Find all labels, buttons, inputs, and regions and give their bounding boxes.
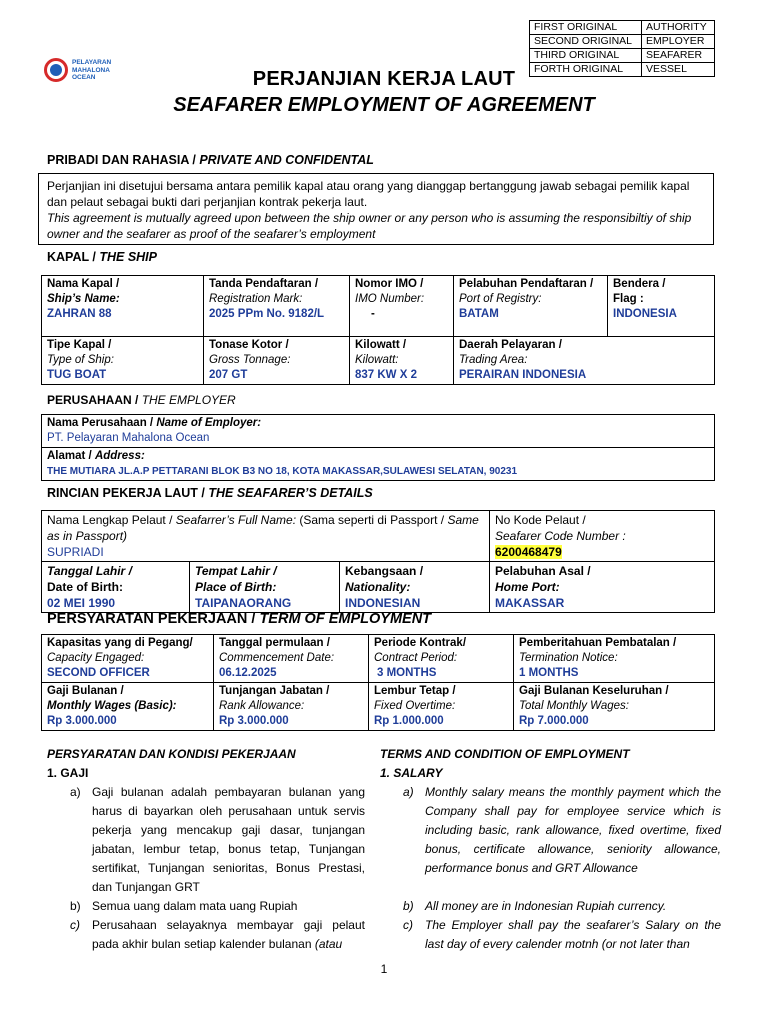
logo-line: MAHALONA — [72, 66, 110, 74]
cell-label: Place of Birth: — [195, 580, 277, 594]
heading-id: RINCIAN PEKERJA LAUT / — [47, 486, 205, 500]
cell-label: Gross Tonnage: — [209, 354, 291, 366]
birth-place-cell — [190, 562, 340, 613]
title-english: SEAFARER EMPLOYMENT OF AGREEMENT — [173, 94, 595, 116]
list-text-tail: (atau — [314, 937, 343, 951]
terms-heading — [47, 611, 431, 627]
intro-box — [38, 173, 714, 245]
ship-name-cell — [42, 276, 204, 337]
intro-text-en: This agreement is mutually agreed upon between the ship owner or any person who is assuming the responsibiltiy of ship owner and the seafarer as proof of the seafarer’s employment — [47, 211, 692, 241]
employer-address-cell — [42, 448, 715, 481]
cell-label: Bendera / — [613, 278, 666, 290]
cell-value: TUG BOAT — [47, 369, 107, 381]
seafarer-table — [41, 510, 715, 613]
seafarer-code-value: 6200468479 — [495, 545, 562, 559]
ship-table — [41, 275, 715, 385]
cell-label: Capacity Engaged: — [47, 652, 145, 664]
cell-value: BATAM — [459, 308, 499, 320]
cell-label: Kilowatt: — [355, 354, 399, 366]
employer-table — [41, 414, 715, 481]
list-item — [380, 783, 721, 878]
conditions-heading-id: PERSYARATAN DAN KONDISI PEKERJAAN — [47, 747, 296, 761]
commencement-cell — [214, 635, 369, 683]
cell-label: Flag : — [613, 293, 644, 305]
kilowatt-cell — [350, 337, 454, 385]
logo-line: OCEAN — [72, 74, 96, 81]
cell-label: Lembur Tetap / — [374, 685, 456, 697]
list-marker: a) — [403, 785, 414, 799]
cell-label: Contract Period: — [374, 652, 458, 664]
conditions-english-column — [380, 745, 721, 954]
cell-value: PT. Pelayaran Mahalona Ocean — [47, 432, 210, 444]
contract-period-cell — [369, 635, 514, 683]
copy-holder: SEAFARER — [642, 49, 715, 63]
registration-cell — [204, 276, 350, 337]
heading-en: THE SHIP — [99, 250, 157, 264]
cell-label: Pelabuhan Asal / — [495, 564, 591, 578]
cell-label: Nama Perusahaan / — [47, 417, 154, 429]
table-row — [42, 511, 715, 562]
cell-label: Termination Notice: — [519, 652, 618, 664]
cell-label: Address: — [94, 450, 145, 462]
table-row — [42, 683, 715, 731]
cell-value: MAKASSAR — [495, 596, 565, 610]
heading-en: PRIVATE AND CONFIDENTAL — [199, 153, 374, 167]
list-text: Perusahaan selayaknya membayar gaji pelaut pada akhir bulan setiap kalender bulanan — [92, 918, 365, 951]
terms-table — [41, 634, 715, 731]
cell-label: Seafarrer’s Full Name: — [175, 513, 297, 527]
seafarer-name-cell — [42, 511, 490, 562]
cell-value: - — [371, 308, 375, 320]
distribution-row — [530, 21, 715, 35]
seafarer-heading — [47, 486, 373, 500]
cell-label: No Kode Pelaut / — [495, 513, 586, 527]
cell-label: Tonase Kotor / — [209, 339, 289, 351]
cell-label: Daerah Pelayaran / — [459, 339, 562, 351]
cell-label: / — [440, 513, 445, 527]
cell-value: THE MUTIARA JL.A.P PETTARANI BLOK B3 NO 18, KOTA MAKASSAR,SULAWESI SELATAN, 90231 — [47, 466, 518, 477]
cell-value: Rp 3.000.000 — [47, 715, 117, 727]
employer-heading — [47, 393, 236, 407]
conditions-heading-en: TERMS AND CONDITION OF EMPLOYMENT — [380, 747, 630, 761]
cell-value: Rp 3.000.000 — [219, 715, 289, 727]
table-row — [42, 562, 715, 613]
cell-label: Pemberitahuan Pembatalan / — [519, 637, 677, 649]
table-row — [42, 276, 715, 337]
gross-tonnage-cell — [204, 337, 350, 385]
heading-id: PERUSAHAAN / — [47, 393, 139, 407]
table-row — [42, 635, 715, 683]
cell-label: Total Monthly Wages: — [519, 700, 629, 712]
cell-label: Tanggal Lahir / — [47, 564, 132, 578]
cell-label: Nomor IMO / — [355, 278, 424, 290]
cell-value: 02 MEI 1990 — [47, 596, 116, 610]
cell-label: Kapasitas yang di Pegang/ — [47, 637, 193, 649]
list-text: All money are in Indonesian Rupiah currency. — [425, 899, 667, 913]
list-item — [380, 897, 721, 916]
heading-en: THE SEAFARER’S DETAILS — [208, 486, 373, 500]
list-item — [47, 783, 365, 897]
distribution-row — [530, 35, 715, 49]
capacity-cell — [42, 635, 214, 683]
cell-value: 3 MONTHS — [377, 667, 437, 679]
cell-label: Home Port: — [495, 580, 560, 594]
cell-label: Nationality: — [345, 580, 411, 594]
title-indonesian: PERJANJIAN KERJA LAUT — [252, 68, 516, 90]
ship-type-cell — [42, 337, 204, 385]
cell-value: 2025 PPm No. 9182/L — [209, 308, 325, 320]
cell-label: Nama Lengkap Pelaut / — [47, 513, 173, 527]
cell-label: Registration Mark: — [209, 293, 303, 305]
heading-id: PERSYARATAN PEKERJAAN / — [47, 611, 256, 627]
cell-label: IMO Number: — [355, 293, 425, 305]
heading-en: TERM OF EMPLOYMENT — [259, 611, 432, 627]
cell-value: INDONESIAN — [345, 596, 421, 610]
copy-holder: VESSEL — [642, 63, 715, 77]
private-heading — [47, 153, 374, 167]
list-marker: c) — [403, 918, 413, 932]
cell-label: Seafarer Code Number : — [495, 529, 626, 543]
spacer — [380, 878, 721, 897]
cell-label: (Sama seperti di Passport — [299, 513, 438, 527]
cell-label: Commencement Date: — [219, 652, 335, 664]
cell-label: Tanda Pendaftaran / — [209, 278, 319, 290]
employer-name-cell — [42, 415, 715, 448]
cell-label: Nama Kapal / — [47, 278, 120, 290]
table-row — [42, 337, 715, 385]
cell-value: 207 GT — [209, 369, 248, 381]
cell-value: PERAIRAN INDONESIA — [459, 369, 587, 381]
heading-en: THE EMPLOYER — [141, 393, 236, 407]
cell-value: 1 MONTHS — [519, 667, 579, 679]
list-item — [47, 916, 365, 954]
cell-label: Gaji Bulanan / — [47, 685, 124, 697]
cell-label: Same as in Passport) — [47, 513, 479, 543]
cell-label: Monthly Wages (Basic): — [47, 700, 177, 712]
cell-label: Periode Kontrak/ — [374, 637, 467, 649]
port-registry-cell — [454, 276, 608, 337]
list-marker: c) — [70, 918, 80, 932]
copy-label: THIRD ORIGINAL — [530, 49, 642, 63]
monthly-wages-cell — [42, 683, 214, 731]
heading-id: PRIBADI DAN RAHASIA / — [47, 153, 196, 167]
cell-label: Tipe Kapal / — [47, 339, 112, 351]
cell-label: Fixed Overtime: — [374, 700, 456, 712]
conditions-indonesian-column — [47, 745, 365, 954]
cell-label: Type of Ship: — [47, 354, 114, 366]
flag-cell — [608, 276, 715, 337]
list-text: The Employer shall pay the seafarer’s Salary on the last day of every calender motnh (or not later than — [425, 918, 721, 951]
list-item — [47, 897, 365, 916]
list-text: Semua uang dalam mata uang Rupiah — [92, 899, 298, 913]
list-marker: a) — [70, 785, 81, 799]
list-marker: b) — [403, 899, 414, 913]
cell-value: Rp 7.000.000 — [519, 715, 589, 727]
conditions-sub-id: 1. GAJI — [47, 766, 89, 780]
conditions-sub-en: 1. SALARY — [380, 766, 443, 780]
list-text: Monthly salary means the monthly payment which the Company shall pay for employee service which is including basic, rank allowance, fixed overtime, fixed bonus, certificate allowance, seniority allowance, performance bonus and GRT Allowance — [425, 785, 721, 875]
cell-label: Tanggal permulaan / — [219, 637, 330, 649]
copy-label: FORTH ORIGINAL — [530, 63, 642, 77]
cell-value: INDONESIA — [613, 308, 677, 320]
cell-value: ZAHRAN 88 — [47, 308, 112, 320]
copy-holder: AUTHORITY — [642, 21, 715, 35]
list-marker: b) — [70, 899, 81, 913]
ship-heading — [47, 250, 157, 264]
cell-value: TAIPANAORANG — [195, 596, 292, 610]
cell-label: Alamat / — [47, 450, 92, 462]
copy-holder: EMPLOYER — [642, 35, 715, 49]
cell-value: SUPRIADI — [47, 545, 104, 559]
cell-label: Name of Employer: — [156, 417, 262, 429]
distribution-row — [530, 49, 715, 63]
cell-value: 06.12.2025 — [219, 667, 277, 679]
cell-label: Rank Allowance: — [219, 700, 305, 712]
cell-label: Pelabuhan Pendaftaran / — [459, 278, 594, 290]
cell-label: Ship’s Name: — [47, 293, 120, 305]
trading-area-cell — [454, 337, 715, 385]
cell-value: SECOND OFFICER — [47, 667, 150, 679]
seafarer-code-cell — [490, 511, 715, 562]
cell-label: Port of Registry: — [459, 293, 542, 305]
heading-id: KAPAL / — [47, 250, 96, 264]
total-wages-cell — [514, 683, 715, 731]
list-item — [380, 916, 721, 954]
cell-value: 837 KW X 2 — [355, 369, 417, 381]
home-port-cell — [490, 562, 715, 613]
list-text: Gaji bulanan adalah pembayaran bulanan yang harus di bayarkan oleh perusahaan untuk servis pekerja yang mencakup gaji dasar, tunjangan jabatan, lembur tetap, bonus tetap, Tunjangan sertifikat, Tunjangan senioritas, Bonus Prestasi, dan Tunjangan GRT — [92, 785, 365, 894]
page-number: 1 — [380, 962, 388, 976]
birth-date-cell — [42, 562, 190, 613]
rank-allowance-cell — [214, 683, 369, 731]
intro-text-id: Perjanjian ini disetujui bersama antara pemilik kapal atau orang yang dianggap bertanggung jawab sebagai pemilik kapal dan pelaut sebagai bukti dari perjanjian kontrak pekerja laut. — [47, 179, 690, 209]
cell-value: Rp 1.000.000 — [374, 715, 444, 727]
fixed-overtime-cell — [369, 683, 514, 731]
table-row — [42, 448, 715, 481]
nationality-cell — [340, 562, 490, 613]
copy-label: FIRST ORIGINAL — [530, 21, 642, 35]
imo-cell — [350, 276, 454, 337]
cell-label: Kebangsaan / — [345, 564, 424, 578]
cell-label: Trading Area: — [459, 354, 528, 366]
cell-label: Date of Birth: — [47, 580, 123, 594]
logo-line: PELAYARAN — [72, 59, 112, 66]
cell-label: Gaji Bulanan Keseluruhan / — [519, 685, 669, 697]
cell-label: Tempat Lahir / — [195, 564, 277, 578]
cell-label: Tunjangan Jabatan / — [219, 685, 330, 697]
cell-label: Kilowatt / — [355, 339, 407, 351]
copy-label: SECOND ORIGINAL — [530, 35, 642, 49]
termination-notice-cell — [514, 635, 715, 683]
table-row — [42, 415, 715, 448]
